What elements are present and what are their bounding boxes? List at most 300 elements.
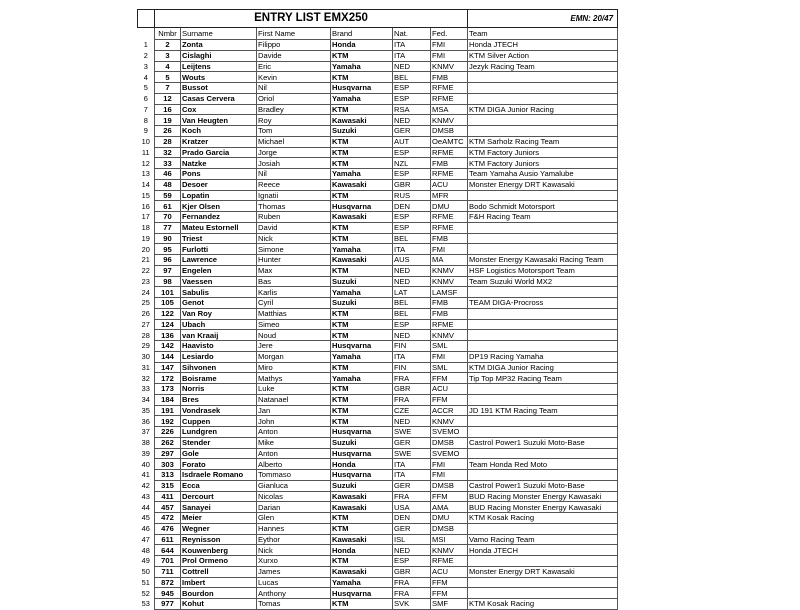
entry-list-table (137, 9, 618, 610)
row-index: 23 (141, 276, 150, 286)
first-name: Bas (257, 276, 331, 287)
team (468, 319, 618, 330)
table-row (138, 330, 618, 341)
rider-number: 945 (155, 588, 181, 599)
row-index: 44 (141, 502, 150, 512)
federation: RFME (431, 93, 468, 104)
row-index: 52 (141, 588, 150, 598)
table-row (138, 502, 618, 513)
federation: FMI (431, 459, 468, 470)
first-name: Mathys (257, 373, 331, 384)
brand: KTM (331, 513, 393, 524)
nationality: NZL (393, 158, 431, 169)
header-team: Team (468, 28, 618, 40)
federation: KNMV (431, 545, 468, 556)
document-title: ENTRY LIST EMX250 (155, 10, 468, 28)
row-index: 47 (141, 534, 150, 544)
nationality: FRA (393, 491, 431, 502)
table-row (138, 93, 618, 104)
row-index: 22 (141, 266, 150, 276)
table-row (138, 599, 618, 610)
row-index: 2 (143, 51, 148, 61)
team: BUD Racing Monster Energy Kawasaki (468, 502, 618, 513)
brand: Yamaha (331, 287, 393, 298)
row-index: 15 (141, 190, 150, 200)
table-row (138, 319, 618, 330)
brand: Suzuki (331, 437, 393, 448)
first-name: Cyril (257, 298, 331, 309)
rider-number: 184 (155, 394, 181, 405)
first-name: Filippo (257, 40, 331, 51)
surname: Wouts (181, 72, 257, 83)
first-name: Michael (257, 136, 331, 147)
row-index: 32 (141, 373, 150, 383)
row-index: 35 (141, 405, 150, 415)
nationality: BEL (393, 72, 431, 83)
surname: Fernandez (181, 212, 257, 223)
rider-number: 136 (155, 330, 181, 341)
row-index: 5 (143, 83, 148, 93)
rider-number: 46 (155, 169, 181, 180)
federation: ACU (431, 566, 468, 577)
table-row (138, 427, 618, 438)
brand: Husqvarna (331, 448, 393, 459)
row-index: 20 (141, 244, 150, 254)
table-row (138, 233, 618, 244)
first-name: Jere (257, 341, 331, 352)
table-row (138, 459, 618, 470)
team: Castrol Power1 Suzuki Moto-Base (468, 437, 618, 448)
rider-number: 644 (155, 545, 181, 556)
brand: KTM (331, 556, 393, 567)
nationality: SWE (393, 448, 431, 459)
nationality: ITA (393, 244, 431, 255)
nationality: ESP (393, 212, 431, 223)
surname: Wegner (181, 523, 257, 534)
table-row (138, 136, 618, 147)
first-name: David (257, 222, 331, 233)
first-name: Xurxo (257, 556, 331, 567)
brand: KTM (331, 523, 393, 534)
rider-number: 611 (155, 534, 181, 545)
nationality: GBR (393, 566, 431, 577)
nationality: NED (393, 330, 431, 341)
federation: KNMV (431, 265, 468, 276)
rider-number: 28 (155, 136, 181, 147)
federation: MA (431, 255, 468, 266)
brand: Yamaha (331, 373, 393, 384)
first-name: Mike (257, 437, 331, 448)
entry-list-sheet (137, 9, 617, 610)
brand: Yamaha (331, 93, 393, 104)
first-name: Tom (257, 126, 331, 137)
team (468, 83, 618, 94)
header-row (138, 28, 618, 40)
federation: FMI (431, 244, 468, 255)
brand: Honda (331, 545, 393, 556)
table-row (138, 179, 618, 190)
first-name: Nick (257, 545, 331, 556)
first-name: Noud (257, 330, 331, 341)
table-row (138, 212, 618, 223)
row-index: 26 (141, 309, 150, 319)
team (468, 126, 618, 137)
table-row (138, 448, 618, 459)
federation: AMA (431, 502, 468, 513)
brand: Kawasaki (331, 566, 393, 577)
team: HSF Logistics Motorsport Team (468, 265, 618, 276)
rider-number: 191 (155, 405, 181, 416)
surname: Lopatin (181, 190, 257, 201)
rider-number: 173 (155, 384, 181, 395)
federation: DMSB (431, 126, 468, 137)
first-name: Bradley (257, 104, 331, 115)
table-row (138, 61, 618, 72)
first-name: Morgan (257, 351, 331, 362)
team (468, 287, 618, 298)
brand: Yamaha (331, 351, 393, 362)
row-index: 7 (143, 104, 148, 114)
rider-number: 33 (155, 158, 181, 169)
rider-number: 701 (155, 556, 181, 567)
team (468, 577, 618, 588)
table-row (138, 491, 618, 502)
nationality: GER (393, 523, 431, 534)
team (468, 115, 618, 126)
first-name: Darian (257, 502, 331, 513)
nationality: ESP (393, 319, 431, 330)
rider-number: 142 (155, 341, 181, 352)
nationality: SVK (393, 599, 431, 610)
nationality: ESP (393, 147, 431, 158)
federation: RFME (431, 147, 468, 158)
rider-number: 192 (155, 416, 181, 427)
rider-number: 97 (155, 265, 181, 276)
team (468, 341, 618, 352)
federation: FFM (431, 588, 468, 599)
rider-number: 297 (155, 448, 181, 459)
first-name: Roy (257, 115, 331, 126)
first-name: Ruben (257, 212, 331, 223)
brand: KTM (331, 147, 393, 158)
row-index: 10 (141, 137, 150, 147)
nationality: CZE (393, 405, 431, 416)
rider-number: 19 (155, 115, 181, 126)
nationality: RSA (393, 104, 431, 115)
surname: Pons (181, 169, 257, 180)
table-row (138, 480, 618, 491)
table-row (138, 222, 618, 233)
rider-number: 59 (155, 190, 181, 201)
team: KTM Kosak Racing (468, 599, 618, 610)
team: Jezyk Racing Team (468, 61, 618, 72)
surname: Haavisto (181, 341, 257, 352)
brand: Husqvarna (331, 588, 393, 599)
brand: Yamaha (331, 169, 393, 180)
nationality: DEN (393, 201, 431, 212)
brand: KTM (331, 136, 393, 147)
rider-number: 48 (155, 179, 181, 190)
surname: Imbert (181, 577, 257, 588)
table-row (138, 169, 618, 180)
rider-number: 98 (155, 276, 181, 287)
table-row (138, 545, 618, 556)
surname: Lawrence (181, 255, 257, 266)
row-index: 42 (141, 481, 150, 491)
rider-number: 147 (155, 362, 181, 373)
federation: RFME (431, 556, 468, 567)
federation: RFME (431, 222, 468, 233)
team: Monster Energy DRT Kawasaki (468, 566, 618, 577)
surname: Kjer Olsen (181, 201, 257, 212)
federation: FMB (431, 298, 468, 309)
row-index: 6 (143, 94, 148, 104)
brand: KTM (331, 265, 393, 276)
table-row (138, 50, 618, 61)
surname: Ubach (181, 319, 257, 330)
first-name: Jorge (257, 147, 331, 158)
nationality: GER (393, 437, 431, 448)
rider-number: 303 (155, 459, 181, 470)
rider-number: 95 (155, 244, 181, 255)
first-name: Nick (257, 233, 331, 244)
row-index: 19 (141, 233, 150, 243)
row-index: 13 (141, 169, 150, 179)
first-name: Karlis (257, 287, 331, 298)
brand: KTM (331, 416, 393, 427)
surname: Bussot (181, 83, 257, 94)
row-index: 1 (143, 40, 148, 50)
first-name: James (257, 566, 331, 577)
header-number: Nmbr (155, 28, 181, 40)
rider-number: 313 (155, 470, 181, 481)
team (468, 394, 618, 405)
table-row (138, 534, 618, 545)
team: KTM DIGA Junior Racing (468, 362, 618, 373)
surname: Genot (181, 298, 257, 309)
brand: Kawasaki (331, 534, 393, 545)
table-row (138, 244, 618, 255)
brand: KTM (331, 330, 393, 341)
first-name: Natanael (257, 394, 331, 405)
surname: Kouwenberg (181, 545, 257, 556)
federation: KNMV (431, 330, 468, 341)
team: Tip Top MP32 Racing Team (468, 373, 618, 384)
first-name: Glen (257, 513, 331, 524)
table-row (138, 255, 618, 266)
first-name: Lucas (257, 577, 331, 588)
brand: Honda (331, 459, 393, 470)
first-name: Simeo (257, 319, 331, 330)
federation: DMSB (431, 437, 468, 448)
surname: Reynisson (181, 534, 257, 545)
rider-number: 70 (155, 212, 181, 223)
first-name: Anthony (257, 588, 331, 599)
first-name: Nil (257, 83, 331, 94)
team (468, 427, 618, 438)
team: TEAM DIGA-Procross (468, 298, 618, 309)
row-index: 45 (141, 513, 150, 523)
row-index: 38 (141, 438, 150, 448)
rider-number: 977 (155, 599, 181, 610)
rider-number: 7 (155, 83, 181, 94)
team (468, 222, 618, 233)
nationality: GBR (393, 179, 431, 190)
federation: SVEMO (431, 427, 468, 438)
row-index: 40 (141, 459, 150, 469)
team: Vamo Racing Team (468, 534, 618, 545)
surname: Dercourt (181, 491, 257, 502)
first-name: Tomas (257, 599, 331, 610)
row-index: 31 (141, 362, 150, 372)
team: Bodo Schmidt Motorsport (468, 201, 618, 212)
nationality: RUS (393, 190, 431, 201)
federation: FFM (431, 577, 468, 588)
table-row (138, 384, 618, 395)
surname: Cislaghi (181, 50, 257, 61)
brand: Kawasaki (331, 212, 393, 223)
federation: RFME (431, 212, 468, 223)
federation: ACU (431, 384, 468, 395)
team (468, 588, 618, 599)
row-index: 49 (141, 556, 150, 566)
surname: Van Roy (181, 308, 257, 319)
team: Team Honda Red Moto (468, 459, 618, 470)
team: DP19 Racing Yamaha (468, 351, 618, 362)
nationality: FRA (393, 394, 431, 405)
team (468, 233, 618, 244)
nationality: LAT (393, 287, 431, 298)
surname: Ecca (181, 480, 257, 491)
rider-number: 315 (155, 480, 181, 491)
first-name: Alberto (257, 459, 331, 470)
table-row (138, 276, 618, 287)
rider-number: 90 (155, 233, 181, 244)
nationality: FRA (393, 588, 431, 599)
surname: Kratzer (181, 136, 257, 147)
team: Honda JTECH (468, 40, 618, 51)
row-index: 30 (141, 352, 150, 362)
team (468, 523, 618, 534)
first-name: Kevin (257, 72, 331, 83)
nationality: FIN (393, 362, 431, 373)
surname: Koch (181, 126, 257, 137)
nationality: GER (393, 126, 431, 137)
first-name: Eythor (257, 534, 331, 545)
team: F&H Racing Team (468, 212, 618, 223)
first-name: Hannes (257, 523, 331, 534)
row-index: 33 (141, 384, 150, 394)
nationality: BEL (393, 298, 431, 309)
surname: Vondrasek (181, 405, 257, 416)
federation: FFM (431, 394, 468, 405)
rider-number: 2 (155, 40, 181, 51)
brand: KTM (331, 72, 393, 83)
row-index: 43 (141, 491, 150, 501)
header-brand: Brand (331, 28, 393, 40)
team (468, 72, 618, 83)
row-index: 8 (143, 115, 148, 125)
table-row (138, 513, 618, 524)
nationality: FRA (393, 577, 431, 588)
first-name: Jan (257, 405, 331, 416)
nationality: GBR (393, 384, 431, 395)
federation: FMI (431, 50, 468, 61)
table-row (138, 405, 618, 416)
rider-number: 457 (155, 502, 181, 513)
surname: van Kraaij (181, 330, 257, 341)
surname: Boisrame (181, 373, 257, 384)
brand: KTM (331, 308, 393, 319)
rider-number: 472 (155, 513, 181, 524)
team: KTM DIGA Junior Racing (468, 104, 618, 115)
rider-number: 4 (155, 61, 181, 72)
nationality: DEN (393, 513, 431, 524)
nationality: NED (393, 115, 431, 126)
federation: DMSB (431, 480, 468, 491)
federation: SMF (431, 599, 468, 610)
brand: Honda (331, 40, 393, 51)
first-name: Gianluca (257, 480, 331, 491)
nationality: ITA (393, 50, 431, 61)
nationality: ISL (393, 534, 431, 545)
team: KTM Silver Action (468, 50, 618, 61)
team (468, 190, 618, 201)
table-row (138, 341, 618, 352)
surname: Zonta (181, 40, 257, 51)
federation: FMI (431, 470, 468, 481)
nationality: NED (393, 276, 431, 287)
brand: Yamaha (331, 577, 393, 588)
team: Monster Energy DRT Kawasaki (468, 179, 618, 190)
nationality: ESP (393, 169, 431, 180)
rider-number: 262 (155, 437, 181, 448)
nationality: ESP (393, 93, 431, 104)
brand: Husqvarna (331, 470, 393, 481)
federation: FFM (431, 373, 468, 384)
row-index: 50 (141, 567, 150, 577)
nationality: ITA (393, 470, 431, 481)
surname: Cottrell (181, 566, 257, 577)
header-nationality: Nat. (393, 28, 431, 40)
nationality: NED (393, 265, 431, 276)
federation: MSI (431, 534, 468, 545)
table-row (138, 158, 618, 169)
row-index: 21 (141, 255, 150, 265)
emn-code: EMN: 20/47 (468, 10, 618, 28)
rider-number: 32 (155, 147, 181, 158)
surname: Furlotti (181, 244, 257, 255)
table-row (138, 556, 618, 567)
surname: Bourdon (181, 588, 257, 599)
brand: Yamaha (331, 61, 393, 72)
rider-number: 226 (155, 427, 181, 438)
first-name: Matthias (257, 308, 331, 319)
table-row (138, 265, 618, 276)
row-index: 46 (141, 524, 150, 534)
surname: Meier (181, 513, 257, 524)
nationality: ESP (393, 222, 431, 233)
row-index: 16 (141, 201, 150, 211)
table-row (138, 351, 618, 362)
surname: Forato (181, 459, 257, 470)
rider-number: 96 (155, 255, 181, 266)
first-name: Thomas (257, 201, 331, 212)
row-index: 11 (141, 147, 150, 157)
rider-number: 124 (155, 319, 181, 330)
first-name: John (257, 416, 331, 427)
rider-number: 77 (155, 222, 181, 233)
